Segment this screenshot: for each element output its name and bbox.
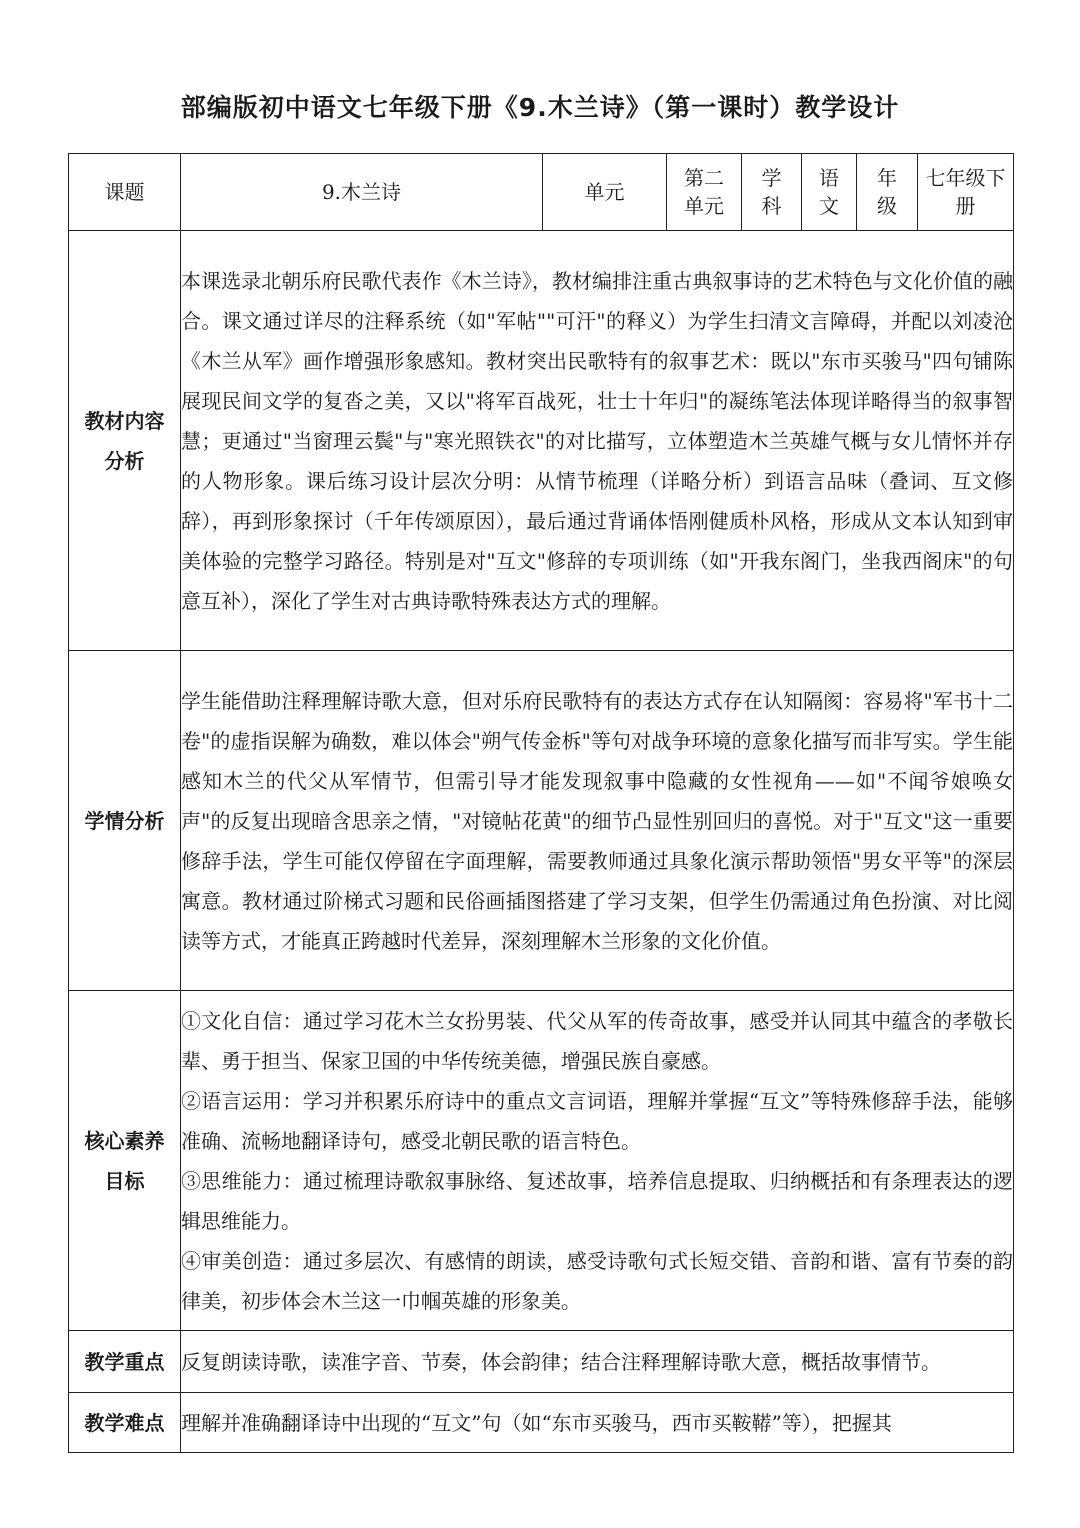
subject-value-cell [802,154,857,231]
grade-label: 年级 [877,166,897,218]
student-analysis-text: 学生能借助注释理解诗歌大意，但对乐府民歌特有的表达方式存在认知隔阂：容易将"军书十二卷"的虚指误解为确数，难以体会"朔气传金柝"等句对战争环境的意象化描写而非写实。学生能感知木兰的代父从军情节，但需引导才能发现叙事中隐藏的女性视角——如"不闻爷娘唤女声"的反复出现暗含思亲之情，"对镜帖花黄"的细节凸显性别回归的喜悦。对于"互文"这一重要修辞手法，学生可能仅停留在字面理解，需要教师通过具象化演示帮助领悟"男女平等"的深层寓意。教材通过阶梯式习题和民俗画插图搭建了学习支架，但学生仍需通过角色扮演、对比阅读等方式，才能真正跨越时代差异，深刻理解木兰形象的文化价值。 [181,651,1014,991]
key-point-row [69,1331,1014,1393]
difficulty-label: 教学难点 [69,1393,181,1453]
goal-item: ④审美创造：通过多层次、有感情的朗读，感受诗歌句式长短交错、音韵和谐、富有节奏的韵律美，初步体会木兰这一巾帼英雄的形象美。 [181,1248,1013,1313]
grade-value: 七年级下册 [925,166,1006,218]
document-title: 部编版初中语文七年级下册《9.木兰诗》（第一课时）教学设计 [180,93,900,122]
core-goals-label: 核心素养目标 [84,1128,165,1193]
unit-label: 单元 [543,154,667,231]
grade-value-cell [918,154,1014,231]
core-goals-cell [181,991,1014,1331]
header-row [69,154,1014,231]
goal-item: ①文化自信：通过学习花木兰女扮男装、代父从军的传奇故事，感受并认同其中蕴含的孝敬长辈、勇于担当、保家卫国的中华传统美德，增强民族自豪感。 [181,1008,1013,1073]
goal-item: ②语言运用：学习并积累乐府诗中的重点文言词语，理解并掌握“互文”等特殊修辞手法，能够准确、流畅地翻译诗句，感受北朝民歌的语言特色。 [181,1088,1013,1153]
key-point-text: 反复朗读诗歌，读准字音、节奏，体会韵律；结合注释理解诗歌大意，概括故事情节。 [181,1331,1014,1393]
core-goals-row [69,991,1014,1331]
textbook-analysis-text: 本课选录北朝乐府民歌代表作《木兰诗》，教材编排注重古典叙事诗的艺术特色与文化价值的融合。课文通过详尽的注释系统（如"军帖""可汗"的释义）为学生扫清文言障碍，并配以刘凌沧《木兰从军》画作增强形象感知。教材突出民歌特有的叙事艺术：既以"东市买骏马"四句铺陈展现民间文学的复沓之美，又以"将军百战死，壮士十年归"的凝练笔法体现详略得当的叙事智慧；更通过"当窗理云鬓"与"寒光照铁衣"的对比描写，立体塑造木兰英雄气概与女儿情怀并存的人物形象。课后练习设计层次分明：从情节梳理（详略分析）到语言品味（叠词、互文修辞），再到形象探讨（千年传颂原因），最后通过背诵体悟刚健质朴风格，形成从文本认知到审美体验的完整学习路径。特别是对"互文"修辞的专项训练（如"开我东阁门，坐我西阁床"的句意互补），深化了学生对古典诗歌特殊表达方式的理解。 [181,231,1014,651]
key-point-label: 教学重点 [69,1331,181,1393]
difficulty-row [69,1393,1014,1453]
textbook-analysis-row [69,231,1014,651]
difficulty-text: 理解并准确翻译诗中出现的“互文”句（如“东市买骏马，西市买鞍鞯”等），把握其 [181,1393,1014,1453]
subject-label: 学科 [761,166,782,218]
unit-value: 第二单元 [684,166,724,218]
unit-value-cell [667,154,742,231]
student-analysis-row [69,651,1014,991]
grade-label-cell [857,154,918,231]
lesson-label: 课题 [69,154,181,231]
subject-value: 语文 [819,166,839,218]
lesson-value: 9.木兰诗 [181,154,543,231]
lesson-plan-table [68,153,1014,1453]
goal-item: ③思维能力：通过梳理诗歌叙事脉络、复述故事，培养信息提取、归纳概括和有条理表达的逻辑思维能力。 [181,1168,1013,1233]
textbook-analysis-label: 教材内容分析 [84,408,165,473]
student-analysis-label: 学情分析 [69,651,181,991]
subject-label-cell [742,154,802,231]
